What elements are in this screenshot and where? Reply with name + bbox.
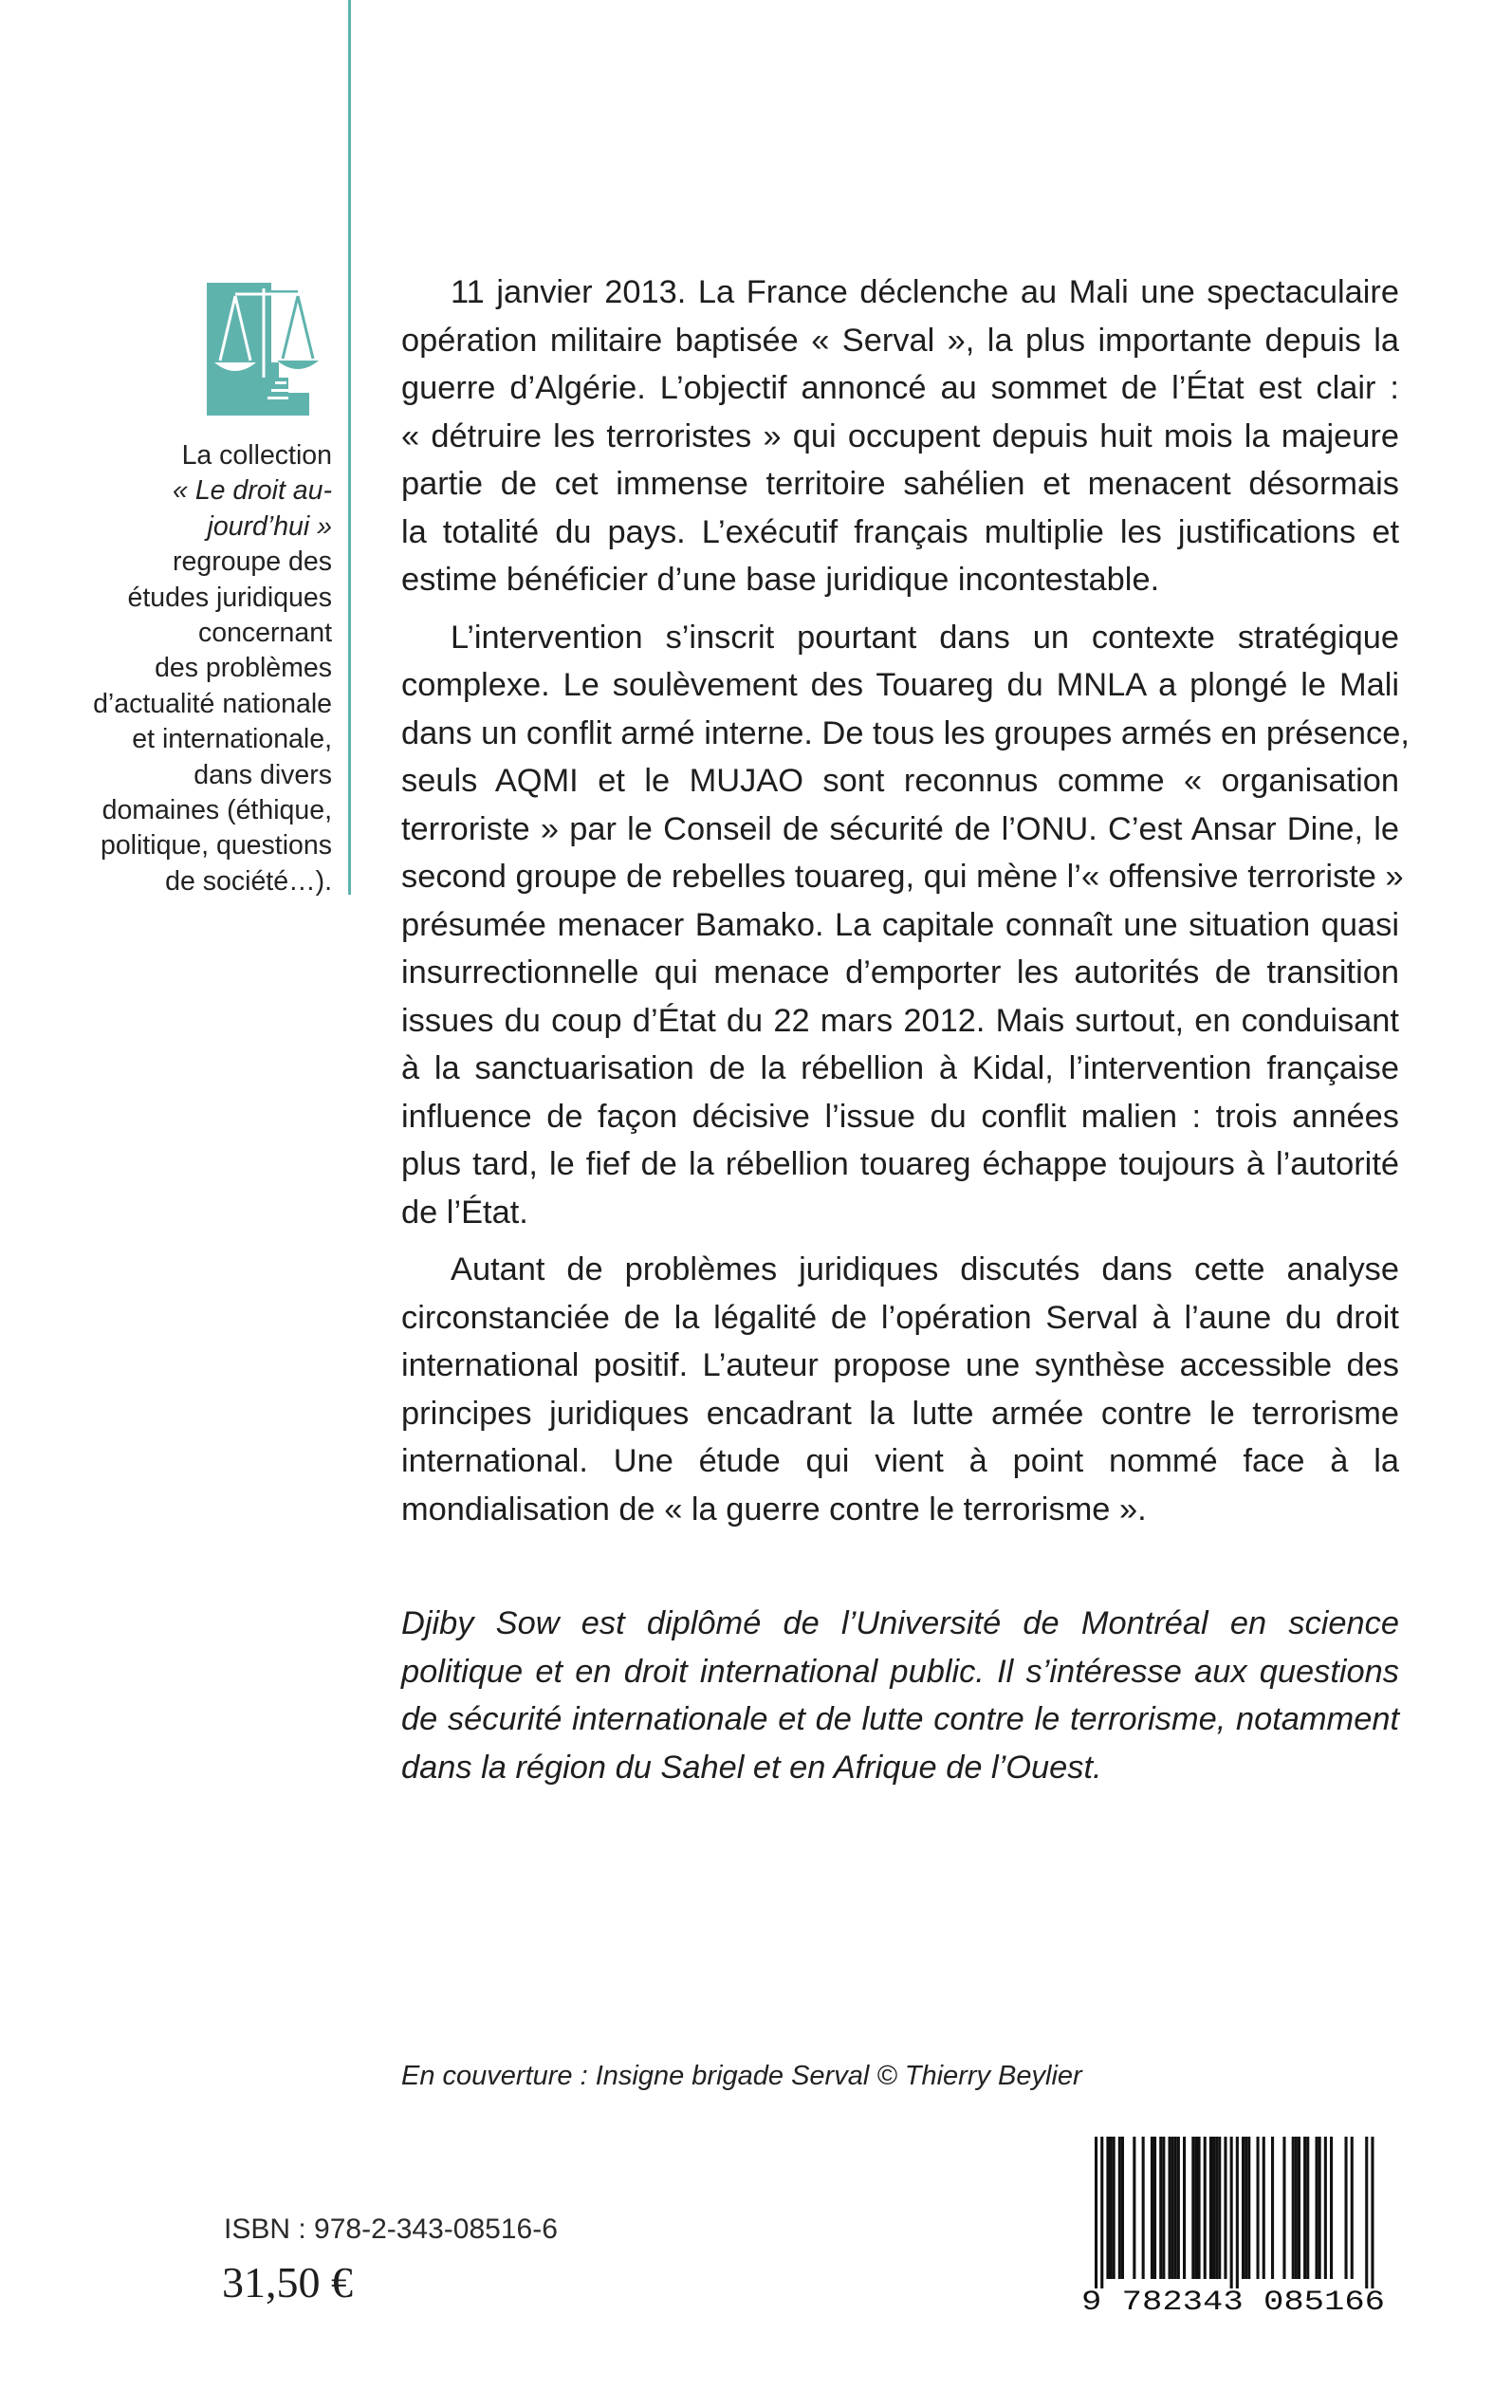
collection-line: et internationale, [132,724,332,755]
isbn-number: ISBN : 978-2-343-08516-6 [224,2214,558,2245]
barcode-bar [1345,2137,1348,2279]
bio-line: Djiby Sow est diplômé de l’Université de Montréal en science [401,1605,1399,1641]
barcode-bar [1257,2137,1260,2279]
barcode-bar [1133,2137,1135,2279]
barcode-bar [1282,2137,1285,2279]
barcode-bar [1183,2137,1186,2279]
collection-line: d’actualité nationale [93,688,332,719]
blurb-line: Autant de problèmes juridiques discutés dans cette analyse [451,1251,1399,1287]
blurb-line: 11 janvier 2013. La France déclenche au Mali une spectaculaire [451,274,1399,310]
collection-line: jourd’hui » [207,510,332,542]
blurb-line: international. Une étude qui vient à point nommé face à la [401,1443,1399,1479]
barcode-bar [1171,2137,1174,2279]
author-bio [401,1600,1399,1791]
barcode-bar [1324,2137,1327,2279]
blurb-line: influence de façon décisive l’issue du conflit malien : trois années [401,1098,1399,1135]
bio-line: politique et en droit international public. Il s’intéresse aux questions [401,1653,1399,1690]
barcode-bar [1159,2137,1162,2279]
barcode-bar [1318,2137,1321,2279]
balance-scales-icon [207,283,319,416]
blurb-line: L’intervention s’inscrit pourtant dans un contexte stratégique [451,619,1399,656]
barcode-bar [1303,2137,1306,2279]
barcode-bar [1306,2137,1309,2279]
accent-rule [348,0,351,895]
barcode-bar [1153,2137,1156,2279]
collection-line: regroupe des [173,546,332,578]
blurb-paragraph [401,614,1410,1237]
blurb-line: présumée menacer Bamako. La capitale connaît une situation quasi [401,906,1399,943]
barcode-bar [1162,2137,1165,2279]
blurb-line: dans un conflit armé interne. De tous les groupes armés en présence, [401,714,1410,751]
blurb-line: à la sanctuarisation de la rébellion à Kidal, l’intervention française [401,1050,1399,1086]
barcode-bar [1242,2137,1245,2279]
barcode-bar [1230,2137,1233,2288]
barcode-bar [1330,2137,1333,2279]
blurb-line: opération militaire baptisée « Serval », la plus importante depuis la [401,322,1399,359]
blurb-line: principes juridiques encadrant la lutte armée contre le terrorisme [401,1395,1399,1432]
collection-line: « Le droit au- [173,475,332,507]
blurb-line: international positif. L’auteur propose une synthèse accessible des [401,1347,1399,1383]
barcode-bar [1215,2137,1218,2279]
blurb-paragraph [401,269,1399,604]
blurb-line: insurrectionnelle qui menace d’emporter les autorités de transition [401,954,1399,991]
barcode-bar [1295,2137,1298,2279]
barcode-bar [1121,2137,1124,2279]
barcode-bar [1177,2137,1180,2279]
barcode-bar [1204,2137,1207,2279]
blurb-line: de l’État. [401,1194,528,1231]
barcode-bar [1118,2137,1121,2279]
barcode-bar [1212,2137,1215,2279]
barcode-bar [1292,2137,1295,2279]
barcode-bar [1236,2137,1239,2288]
bio-line: dans la région du Sahel et en Afrique de l’Ouest. [401,1749,1102,1786]
blurb-line: seuls AQMI et le MUJAO sont reconnus comme « organisation [401,763,1399,799]
barcode-bar [1106,2137,1109,2279]
collection-line: politique, questions [100,830,332,861]
barcode-bar [1263,2137,1265,2279]
blurb-line: guerre d’Algérie. L’objectif annoncé au sommet de l’État est clair : [401,370,1399,406]
blurb-line: complexe. Le soulèvement des Touareg du MNLA a plongé le Mali [401,667,1399,703]
barcode-bar [1194,2137,1197,2279]
barcode-bar [1247,2137,1250,2279]
barcode-bar [1174,2137,1177,2279]
barcode-bar [1191,2137,1194,2279]
barcode-bar [1095,2137,1097,2288]
collection-line: dans divers [194,759,332,790]
price-label: 31,50 € [222,2258,353,2306]
barcode-bar [1271,2137,1274,2279]
collection-line: domaines (éthique, [101,795,332,826]
blurb-line: mondialisation de « la guerre contre le terrorisme ». [401,1491,1147,1528]
cover-credit: En couverture : Insigne brigade Serval © Thierry Beylier [401,2061,1082,2091]
bio-line: de sécurité internationale et de lutte contre le terrorisme, notamment [401,1701,1399,1737]
blurb-line: terroriste » par le Conseil de sécurité de l’ONU. C’est Ansar Dine, le [401,810,1399,847]
barcode [1072,2133,1394,2315]
barcode-bar [1100,2137,1103,2288]
blurb-line: partie de cet immense territoire sahélien et menacent désormais [401,466,1399,502]
blurb-line: la totalité du pays. L’exécutif français multiplie les justifications et [401,513,1399,550]
barcode-bar [1371,2137,1374,2288]
blurb-line: « détruire les terroristes » qui occupent depuis huit mois la majeure [401,417,1399,454]
blurb-paragraph [401,1246,1399,1533]
barcode-bar [1316,2137,1318,2279]
blurb-line: second groupe de rebelles touareg, qui mène l’« offensive terroriste » [401,859,1404,895]
barcode-bar [1351,2137,1354,2279]
barcode-bar [1113,2137,1116,2279]
barcode-bar [1198,2137,1201,2279]
barcode-bar [1209,2137,1212,2279]
blurb-line: issues du coup d’État du 22 mars 2012. Mais surtout, en conduisant [401,1002,1399,1039]
blurb-text [401,269,1410,1543]
barcode-bar [1142,2137,1145,2279]
barcode-digits: 9 782343 085166 [1081,2287,1385,2315]
barcode-bar [1298,2137,1300,2279]
barcode-bar [1218,2137,1221,2279]
collection-line: études juridiques [127,582,332,613]
collection-line: concernant [197,618,332,649]
barcode-bar [1151,2137,1153,2279]
collection-description [57,438,332,899]
blurb-line: estime bénéficier d’une base juridique incontestable. [401,562,1160,598]
collection-line: La collection [181,440,332,471]
barcode-bar [1224,2137,1226,2279]
barcode-bar [1245,2137,1247,2279]
collection-line: de société…). [165,865,332,897]
collection-line: des problèmes [155,653,332,684]
blurb-line: circonstanciée de la légalité de l’opération Serval à l’aune du droit [401,1299,1399,1336]
barcode-bar [1365,2137,1368,2288]
barcode-bar [1169,2137,1171,2279]
barcode-bar [1110,2137,1113,2279]
blurb-line: plus tard, le fief de la rébellion touareg échappe toujours à l’autorité [401,1146,1399,1182]
